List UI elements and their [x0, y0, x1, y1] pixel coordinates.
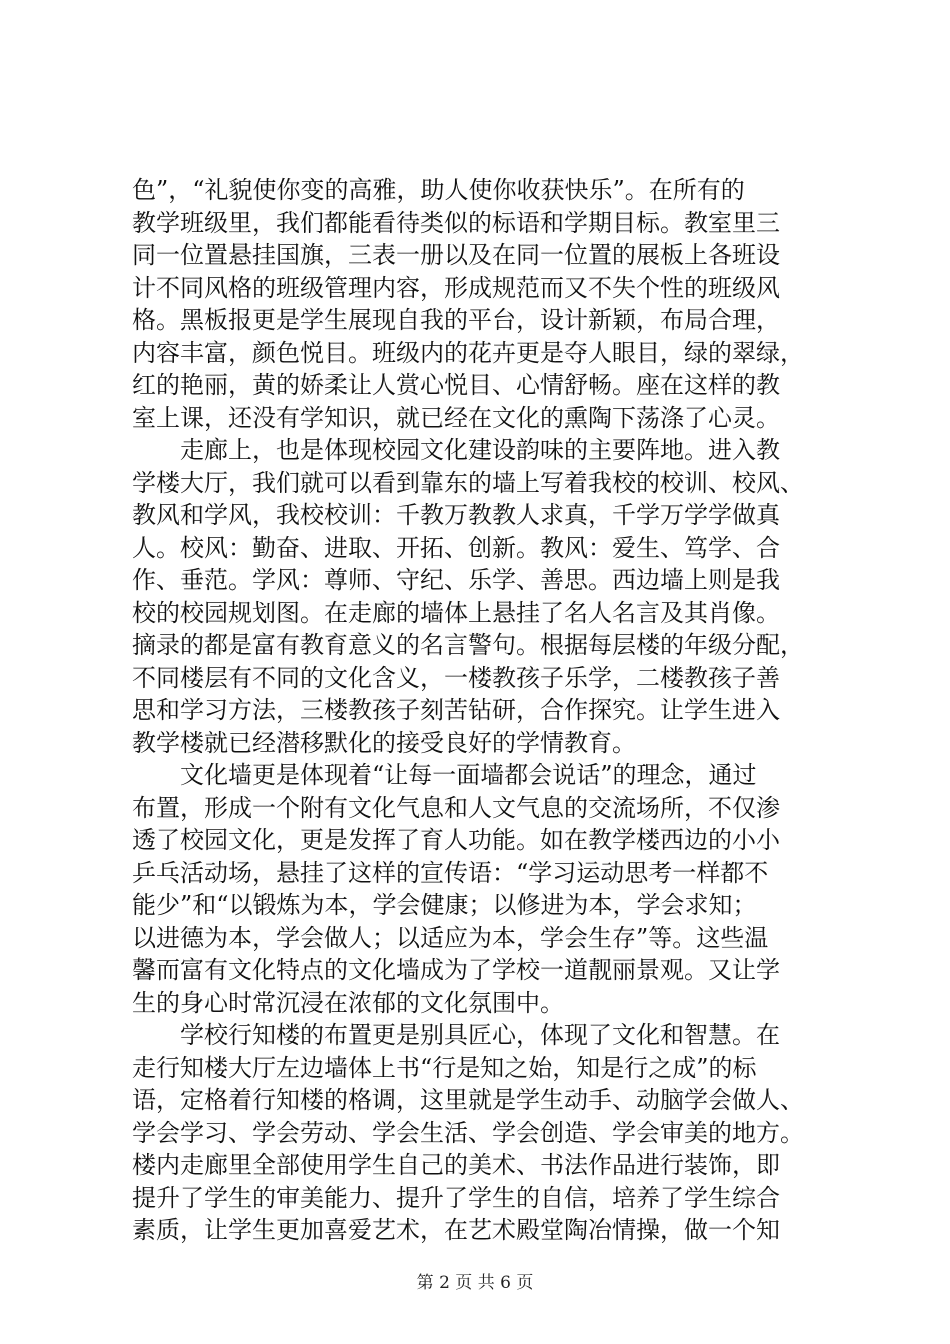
text-line: 计不同风格的班级管理内容，形成规范而又不失个性的班级风	[132, 273, 780, 302]
text-line: 教风和学风，我校校训：千教万教教人求真，千学万学学做真	[132, 501, 780, 529]
text-line: 教学班级里，我们都能看待类似的标语和学期目标。教室里三	[132, 208, 780, 237]
paragraph-start-line: 文化墙更是体现着“让每一面墙都会说话”的理念，通过	[180, 761, 757, 789]
text-line: 楼内走廊里全部使用学生自己的美术、书法作品进行装饰，即	[132, 1151, 780, 1179]
text-line: 乒乓活动场，悬挂了这样的宣传语：“学习运动思考一样都不	[132, 858, 769, 887]
text-line: 语，定格着行知楼的格调，这里就是学生动手、动脑学会做人、	[132, 1086, 804, 1114]
text-line: 布置，形成一个附有文化气息和人文气息的交流场所，不仅渗	[132, 793, 780, 822]
text-line: 内容丰富，颜色悦目。班级内的花卉更是夺人眼目，绿的翠绿，	[132, 338, 804, 367]
text-line: 以进德为本，学会做人；以适应为本，学会生存”等。这些温	[132, 923, 769, 952]
text-line: 提升了学生的审美能力、提升了学生的自信，培养了学生综合	[132, 1183, 780, 1212]
text-line: 教学楼就已经潜移默化的接受良好的学情教育。	[132, 728, 636, 757]
text-line: 作、垂范。学风：尊师、守纪、乐学、善思。西边墙上则是我	[132, 566, 780, 594]
text-line: 室上课，还没有学知识，就已经在文化的熏陶下荡涤了心灵。	[132, 403, 780, 432]
text-line: 素质，让学生更加喜爱艺术，在艺术殿堂陶冶情操，做一个知	[132, 1216, 780, 1244]
text-line: 同一位置悬挂国旗，三表一册以及在同一位置的展板上各班设	[132, 241, 780, 269]
text-line: 走行知楼大厅左边墙体上书“行是知之始，知是行之成”的标	[132, 1053, 757, 1082]
text-line: 校的校园规划图。在走廊的墙体上悬挂了名人名言及其肖像。	[132, 598, 780, 627]
paragraph-start-line: 走廊上，也是体现校园文化建设韵味的主要阵地。进入教	[180, 436, 780, 464]
paragraph-start-line: 学校行知楼的布置更是别具匠心，体现了文化和智慧。在	[180, 1021, 780, 1049]
page-number-footer: 第 2 页 共 6 页	[416, 1273, 534, 1293]
text-line: 思和学习方法，三楼教孩子刻苦钻研，合作探究。让学生进入	[132, 696, 780, 724]
text-line: 透了校园文化，更是发挥了育人功能。如在教学楼西边的小小	[132, 826, 780, 854]
text-line: 不同楼层有不同的文化含义，一楼教孩子乐学，二楼教孩子善	[132, 663, 780, 692]
text-line: 学会学习、学会劳动、学会生活、学会创造、学会审美的地方。	[132, 1118, 804, 1147]
text-line: 人。校风：勤奋、进取、开拓、创新。教风：爱生、笃学、合	[132, 533, 780, 562]
text-line: 馨而富有文化特点的文化墙成为了学校一道靓丽景观。又让学	[132, 956, 780, 984]
text-line: 摘录的都是富有教育意义的名言警句。根据每层楼的年级分配，	[132, 631, 804, 659]
text-line: 红的艳丽，黄的娇柔让人赏心悦目、心情舒畅。座在这样的教	[132, 371, 780, 399]
text-line: 格。黑板报更是学生展现自我的平台，设计新颖，布局合理，	[132, 306, 780, 334]
document-body	[132, 174, 832, 1247]
text-line: 色”，“礼貌使你变的高雅，助人使你收获快乐”。在所有的	[132, 176, 745, 204]
text-line: 能少”和“以锻炼为本，学会健康；以修进为本，学会求知；	[132, 891, 757, 919]
text-line: 学楼大厅，我们就可以看到靠东的墙上写着我校的校训、校风、	[132, 468, 804, 497]
text-line: 生的身心时常沉浸在浓郁的文化氛围中。	[132, 988, 564, 1017]
